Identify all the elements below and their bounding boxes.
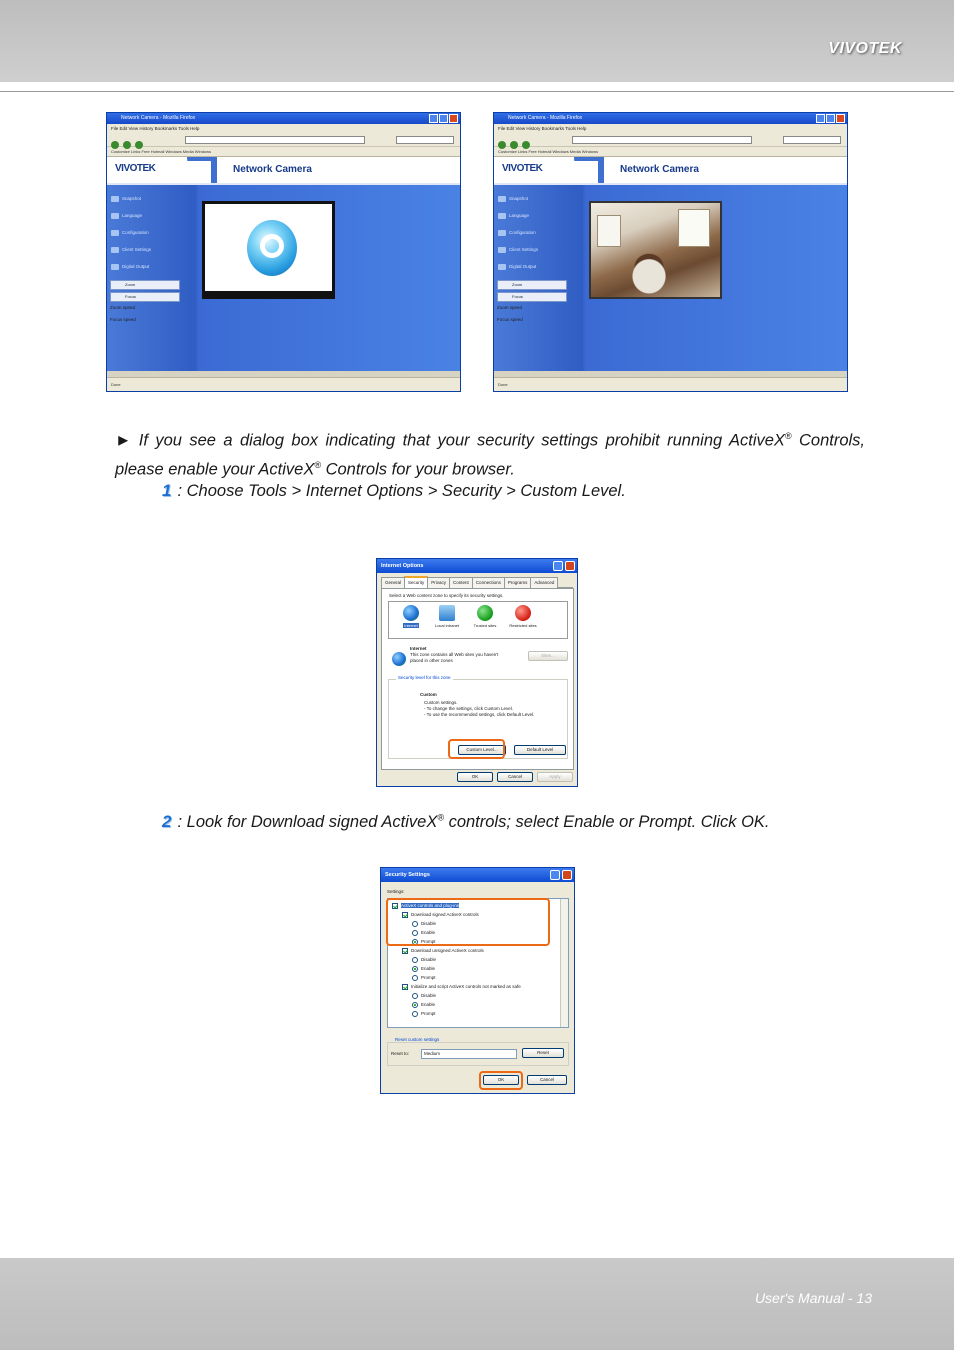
camera-sidebar [110, 193, 180, 323]
close-icon[interactable] [449, 114, 458, 123]
browser-screenshot-live-view [493, 112, 848, 392]
ok-button[interactable]: OK [457, 772, 493, 782]
nav-toolbar [494, 133, 847, 147]
dialog-titlebar [377, 559, 577, 573]
default-level-button[interactable]: Default Level [514, 745, 566, 755]
close-icon[interactable] [565, 561, 575, 571]
focus-speed-label: Focus speed [497, 317, 523, 322]
close-icon[interactable] [562, 870, 572, 880]
window-titlebar [494, 113, 847, 124]
sites-button[interactable]: Sites... [528, 651, 568, 661]
internet-options-dialog [376, 558, 578, 787]
globe-icon [392, 652, 406, 666]
header-rule [0, 91, 954, 92]
tab-security[interactable]: Security [404, 576, 428, 588]
option-prompt[interactable]: Prompt [412, 1010, 436, 1018]
focus-control[interactable]: Focus [497, 292, 567, 302]
globe-icon [403, 605, 419, 621]
sidebar-item-client-settings[interactable]: Client Settings [497, 244, 567, 261]
focus-speed-label: Focus speed [110, 317, 136, 322]
zone-description: This zone contains all Web sites you haven't placed in other zones [410, 652, 499, 663]
sidebar-item-client-settings[interactable]: Client Settings [110, 244, 180, 261]
nav-toolbar [107, 133, 460, 147]
step-1 [162, 481, 626, 501]
close-icon[interactable] [836, 114, 845, 123]
sidebar-item-digital-output[interactable]: Digital Output [497, 261, 567, 278]
maximize-icon[interactable] [826, 114, 835, 123]
checkmark-icon [477, 605, 493, 621]
settings-label: Settings: [387, 889, 405, 894]
option-enable[interactable]: Enable [412, 965, 435, 973]
step-number: 1 [162, 481, 172, 500]
settings-scrollbar[interactable] [560, 899, 568, 1027]
setting-download-signed[interactable]: Download signed ActiveX controls [402, 911, 479, 919]
zone-internet[interactable]: Internet [396, 605, 426, 628]
option-prompt[interactable]: Prompt [412, 974, 436, 982]
menu-bar[interactable]: File Edit View History Bookmarks Tools Help [107, 124, 460, 133]
dialog-title: Internet Options [381, 563, 424, 569]
sidebar-item-snapshot[interactable]: Snapshot [110, 193, 180, 210]
browser-screenshot-quicktime [106, 112, 461, 392]
help-icon[interactable] [550, 870, 560, 880]
restricted-icon [515, 605, 531, 621]
tab-connections[interactable]: Connections [472, 577, 505, 588]
setting-initialize-script[interactable]: Initialize and script ActiveX controls not marked as safe [402, 983, 521, 991]
camera-logo: VIVOTEK [115, 163, 156, 174]
minimize-icon[interactable] [429, 114, 438, 123]
address-bar[interactable] [185, 136, 365, 144]
bookmarks-bar[interactable]: Customize Links Free Hotmail Windows Media Windows [107, 147, 460, 157]
tab-general[interactable]: General [381, 577, 405, 588]
bookmarks-bar[interactable]: Customize Links Free Hotmail Windows Media Windows [494, 147, 847, 157]
minimize-icon[interactable] [816, 114, 825, 123]
dialog-titlebar [381, 868, 574, 882]
window-titlebar [107, 113, 460, 124]
reset-button[interactable]: Reset [522, 1048, 564, 1058]
status-bar: Done [107, 377, 460, 391]
intranet-icon [439, 605, 455, 621]
step-text: : Choose Tools > Internet Options > Security > Custom Level. [177, 482, 626, 500]
security-settings-dialog [380, 867, 575, 1094]
camera-page-header [494, 157, 847, 183]
tab-programs[interactable]: Programs [504, 577, 532, 588]
menu-bar[interactable]: File Edit View History Bookmarks Tools Help [494, 124, 847, 133]
sidebar-item-language[interactable]: Language [497, 210, 567, 227]
dialog-title: Security Settings [385, 872, 430, 878]
reset-level-select[interactable]: Medium [421, 1049, 517, 1059]
custom-level-highlight [448, 739, 505, 759]
window-title: Network Camera - Mozilla Firefox [121, 115, 196, 121]
cancel-button[interactable]: Cancel [497, 772, 533, 782]
tab-privacy[interactable]: Privacy [427, 577, 450, 588]
option-disable[interactable]: Disable [412, 920, 436, 928]
security-level-label: Security level for this zone [398, 675, 451, 680]
custom-title: Custom [420, 692, 437, 697]
page-header-band [0, 0, 954, 82]
video-area-quicktime [202, 201, 335, 299]
tab-content[interactable]: Content [449, 577, 473, 588]
maximize-icon[interactable] [439, 114, 448, 123]
option-prompt[interactable]: Prompt [412, 938, 436, 946]
brand-logo: VIVOTEK [828, 40, 902, 57]
video-area-live-room [589, 201, 722, 299]
camera-logo: VIVOTEK [502, 163, 543, 174]
setting-download-unsigned[interactable]: Download unsigned ActiveX controls [402, 947, 484, 955]
option-enable[interactable]: Enable [412, 1001, 435, 1009]
address-bar[interactable] [572, 136, 752, 144]
search-box[interactable] [396, 136, 454, 144]
step-2: 2 : Look for Download signed ActiveX® controls; select Enable or Prompt. Click OK. [162, 812, 770, 831]
camera-page-title: Network Camera [233, 164, 312, 175]
custom-level-button[interactable]: Custom Level... [458, 745, 506, 755]
download-signed-highlight [386, 898, 550, 946]
intro-paragraph: ► If you see a dialog box indicating that your security settings prohibit running ActiveX® Controls, please enable your ActiveX® Controls for your browser. [115, 431, 866, 478]
focus-control[interactable]: Focus [110, 292, 180, 302]
search-box[interactable] [783, 136, 841, 144]
tab-strip [381, 576, 573, 588]
quicktime-logo-icon [247, 220, 297, 276]
camera-page-header [107, 157, 460, 183]
sidebar-item-snapshot[interactable]: Snapshot [497, 193, 567, 210]
zoom-speed-label: Zoom speed [110, 305, 136, 310]
option-disable[interactable]: Disable [412, 956, 436, 964]
reset-to-label: Reset to: [391, 1051, 410, 1056]
step-text: : Look for Download signed ActiveX [177, 813, 438, 831]
help-icon[interactable] [553, 561, 563, 571]
zone-name: Internet [410, 646, 427, 651]
option-enable[interactable]: Enable [412, 929, 435, 937]
status-bar: Done [494, 377, 847, 391]
zone-restricted-sites[interactable]: Restricted sites [508, 605, 538, 628]
zone-trusted-sites[interactable]: Trusted sites [470, 605, 500, 628]
custom-line-1: Custom settings. [424, 700, 458, 705]
page-number: User's Manual - 13 [754, 1290, 872, 1306]
ok-button[interactable]: OK [483, 1075, 519, 1085]
sidebar-item-configuration[interactable]: Configuration [497, 227, 567, 244]
option-disable[interactable]: Disable [412, 992, 436, 1000]
window-title: Network Camera - Mozilla Firefox [508, 115, 583, 121]
camera-page-body [107, 185, 460, 379]
sidebar-item-digital-output[interactable]: Digital Output [110, 261, 180, 278]
setting-activex-group[interactable]: ActiveX controls and plug-ins [392, 902, 459, 910]
step-number: 2 [162, 812, 172, 831]
zone-prompt: Select a Web content zone to specify its security settings. [389, 593, 504, 598]
reset-group-label: Reset custom settings [395, 1037, 440, 1042]
zoom-speed-label: Zoom speed [497, 305, 523, 310]
camera-page-title: Network Camera [620, 164, 699, 175]
zoom-control[interactable]: Zoom [110, 280, 180, 290]
sidebar-item-configuration[interactable]: Configuration [110, 227, 180, 244]
zoom-control[interactable]: Zoom [497, 280, 567, 290]
nav-buttons[interactable] [111, 136, 171, 144]
apply-button[interactable]: Apply [537, 772, 573, 782]
cancel-button[interactable]: Cancel [527, 1075, 567, 1085]
sidebar-item-language[interactable]: Language [110, 210, 180, 227]
zone-local-intranet[interactable]: Local intranet [432, 605, 462, 628]
custom-line-3: - To use the recommended settings, click Default Level. [424, 712, 535, 717]
camera-sidebar [497, 193, 567, 323]
nav-buttons[interactable] [498, 136, 558, 144]
custom-line-2: - To change the settings, click Custom Level. [424, 706, 513, 711]
camera-page-body [494, 185, 847, 379]
tab-advanced[interactable]: Advanced [530, 577, 558, 588]
